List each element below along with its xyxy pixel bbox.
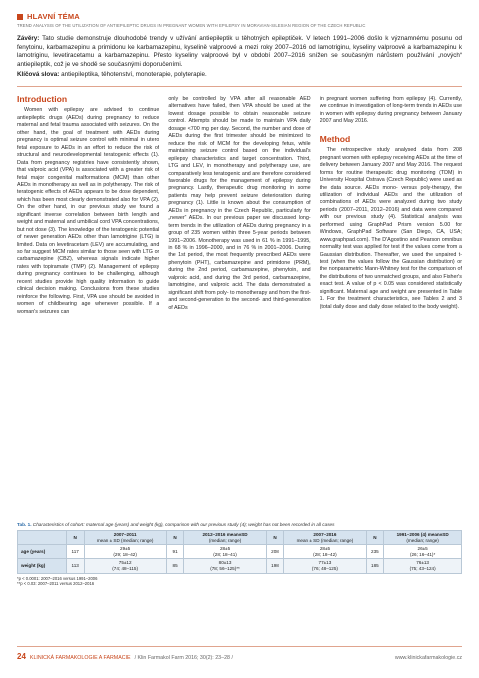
header-group: 2007–2016 mean ± SD (median; range) bbox=[284, 531, 366, 545]
cell-n: 91 bbox=[166, 545, 184, 559]
abstract-label: Závěry: bbox=[17, 35, 40, 42]
cell-value: 28±5 (28; 18–42) bbox=[284, 545, 366, 559]
keywords bbox=[17, 71, 462, 80]
table-1 bbox=[17, 522, 462, 586]
abstract-conclusions bbox=[17, 35, 462, 69]
header-n: N bbox=[166, 531, 184, 545]
table-caption bbox=[17, 522, 462, 527]
abstract-text: Tato studie demonstruje dlouhodobé trendy v užívání antiepileptik u těhotných epileptiček. V letech 1991–2006 došlo k významnému posunu od fenytoinu, karbamazepinu a primidonu ke karbamazepinu, kyselině valproové a mezi roky 2007–2016 od lamotriginu, kyseliny valproové a karbamazepinu k lamotriginu, levetiracetamu a karbamazepinu. Přesto kyseliny valproové byl v období 2007–2016 snížen se současným nárůstem používání „nových“ antiepileptik, což je ve shodě se současnými doporučeními. bbox=[17, 35, 462, 68]
cohort-table bbox=[17, 530, 462, 574]
cell-value: 76±13 (75; 43–124) bbox=[384, 559, 462, 573]
page-number: 24 bbox=[17, 652, 26, 661]
table-row bbox=[18, 559, 462, 573]
article-subtitle: TREND ANALYSIS OF THE UTILIZATION OF ANTIEPILEPTIC DRUGS IN PREGNANT WOMEN WITH EPILEPSY IN MORAVIAN-SILESIAN REGION OF THE CZECH REPUBLIC bbox=[17, 23, 366, 28]
table-row bbox=[18, 545, 462, 559]
table-footnote-2: **p < 0.03: 2007–2011 versus 2012–2016 bbox=[17, 580, 95, 586]
section-square-icon bbox=[17, 14, 23, 20]
journal-url: www.klinickafarmakologie.cz bbox=[394, 655, 462, 661]
citation: / Klin Farmakol Farm 2016; 30(2): 23–28 / bbox=[134, 655, 233, 661]
page-footer bbox=[17, 646, 462, 661]
introduction-paragraph-cont: only be controlled by VPA after all reasonable AED alternatives have failed, then VPA should be used at the lowest dosage possible to obtain reasonable seizure control. Attempts should be made to maintain VPA daily dosage <700 mg per day. Second, the number and dose of AEDs during the first trimester should be minimized to reduce the risk of MCM for the developing fetus, while maintaining seizure control based on the individual's epilepsy characteristics and target concentration. Third, LTG and LEV, in monotherapy and polytherapy use, are comparatively less teratogenic and are therefore considered favorable drugs for the management of epilepsy during pregnancy. Lastly, therapeutic drug monitoring in some patients may help prevent seizure deterioration during pregnancy (1). Little is known about the consumption of AEDs in pregnancy in the Czech Republic, particularly for „newer“ AEDs. In our previous paper we discussed long-term trends in the utilization of AEDs during pregnancy in a group of 235 women within three 5-year periods between 1991–2006. Monotherapy was used in 61 % in 1991–1995, in 68 % in 1996–2000, and in 76 % in 2001–2006. During the 1st period, the most frequently prescribed AEDs were phenytoin (PHT), carbamazepine and primidone (PRM), during the 2nd period, carbamazepine, phenytoin, and valproic acid, and during the 3rd period, carbamazepine, lamotrigine, and valproic acid. The data demonstrated a significant shift from poly- to monotherapy and from the first- and second-generation to the second- and third-generation of AEDs bbox=[168, 95, 311, 311]
column-1 bbox=[17, 96, 159, 508]
section-header bbox=[17, 12, 462, 21]
header-group: 1991–2006 (4) mean±SD (median; range) bbox=[384, 531, 462, 545]
cell-value: 75±12 (74; 48–115) bbox=[84, 559, 166, 573]
section-title: HLAVNÍ TÉMA bbox=[27, 12, 80, 21]
cell-n: 208 bbox=[266, 545, 284, 559]
cell-value: 80±13 (78; 56–125)** bbox=[184, 559, 266, 573]
method-heading: Method bbox=[319, 133, 351, 144]
cell-value: 29±5 (29; 18–42) bbox=[84, 545, 166, 559]
keywords-label: Klíčová slova: bbox=[17, 71, 60, 79]
row-label: weight (kg) bbox=[18, 559, 67, 573]
cell-value: 28±5 (28; 18–41) bbox=[184, 545, 266, 559]
row-label: age (years) bbox=[18, 545, 67, 559]
body-columns bbox=[17, 96, 462, 508]
header-group: 2012–2016 mean±SD (median; range) bbox=[184, 531, 266, 545]
cell-n: 117 bbox=[66, 545, 84, 559]
journal-name: KLINICKÁ FARMAKOLOGIE A FARMACIE bbox=[29, 655, 131, 661]
column-2 bbox=[168, 96, 310, 508]
divider bbox=[17, 86, 462, 87]
cell-value: 77±13 (76; 48–125) bbox=[284, 559, 366, 573]
cell-n: 185 bbox=[366, 559, 384, 573]
cell-n: 85 bbox=[166, 559, 184, 573]
method-paragraph: The retrospective study analysed data from 208 pregnant women with epilepsy receiving AEDs at the time of delivery between January 2007 and May 2016. The request forms for routine therapeutic drug monitoring (TDM) in University Hospital Ostrava (Czech Republic) were used as the data source. AEDs mono- versus poly-therapy, the utilization of individual AEDs and the utilization of combinations of AEDs were analyzed during two study periods (2007–2011, 2012–2016) and data were compared with our previous study (4). Statistical analysis was performed using GraphPad Prism version 5.00 for Windows, GraphPad Software (San Diego, CA, USA; www.graphpad.com). The D'Agostino and Pearson omnibus normality test was applied for test if the values come from a Gaussian distribution. Thereafter, we used the unpaired t-test (when the values follow the Gaussian distribution) or the nonparametric Mann-Whitney test for the comparison of the distributions of two unmatched groups, and also Fisher's exact test. A value of p < 0.05 was considered statistically significant. Maternal age and weight are presented in Table 1. For the treatment characteristics, see Tables 2 and 3 (total daily dose and daily dose related to the body weight). bbox=[319, 147, 462, 310]
keywords-text: antiepileptika, těhotenství, monoterapie, polyterapie. bbox=[59, 71, 207, 79]
introduction-paragraph-end: in pregnant women suffering from epilepsy (4). Currently, we continue in investigation of long-term trends in AEDs use in women with epilepsy during pregnancy between January 2007 and May 2016. bbox=[319, 95, 462, 125]
header-n: N bbox=[66, 531, 84, 545]
table-caption-text: Characteristics of cohort: maternal age (years) and weight (kg), comparison with our previous study (4); weight has not been recorded in all cases bbox=[31, 522, 335, 527]
header-corner bbox=[18, 531, 67, 545]
cell-n: 113 bbox=[66, 559, 84, 573]
table-footnote-1: *p < 0.0001: 2007–2016 versus 1991–2006 bbox=[17, 575, 98, 581]
cell-n: 235 bbox=[366, 545, 384, 559]
column-3 bbox=[320, 96, 462, 508]
table-caption-label: Tab. 1. bbox=[17, 522, 32, 527]
introduction-heading: Introduction bbox=[17, 95, 68, 104]
cell-value: 26±5 (26; 16–41)* bbox=[384, 545, 462, 559]
header-n: N bbox=[366, 531, 384, 545]
header-n: N bbox=[266, 531, 284, 545]
introduction-paragraph: Women with epilepsy are advised to continue antiepileptic drugs (AEDs) during pregnancy to reduce maternal and fetal trauma associated with seizures. On the other hand, the goal of treatment with AEDs during pregnancy is optimal seizure control with minimal in utero fetal exposure to AEDs in an effort to reduce the risk of structural and neurodevelopmental teratogenic effects (1). Data from pregnancy registries have consistently shown, that valproic acid (VPA) is associated with a greater risk of fetal major congenital malformations (MCM) than other AEDs in monotherapy as well as in polytherapy. The risk of teratogenic effects of AEDs appears to be dose dependent, which has been most clearly demonstrated also for VPA (2). On the other hand, in our previous study we found a significant inverse correlation between birth length and weight and maternal and umbilical cord VPA concentrations, but not dose (3). The knowledge of the teratogenic potential of newer generation AEDs other than lamotrigine (LTG) is limited. Data on levetiracetam (LEV) are accumulating, and so far suggest MCM rates similar to those seen with LTG or carbamazepine (CBZ), whereas signals indicate higher rates with topiramate (TMP) (2). Management of epilepsy during pregnancy continues to be challenging, although recent studies provide high quality information to guide clinical decision making. Conclusions from these studies reinforce the following. First, VPA use should be avoided in women of childbearing age whenever possible. If a woman's seizures can bbox=[17, 107, 160, 315]
table-header-row bbox=[18, 531, 462, 545]
header-group: 2007–2011 mean ± SD (median; range) bbox=[84, 531, 166, 545]
cell-n: 198 bbox=[266, 559, 284, 573]
